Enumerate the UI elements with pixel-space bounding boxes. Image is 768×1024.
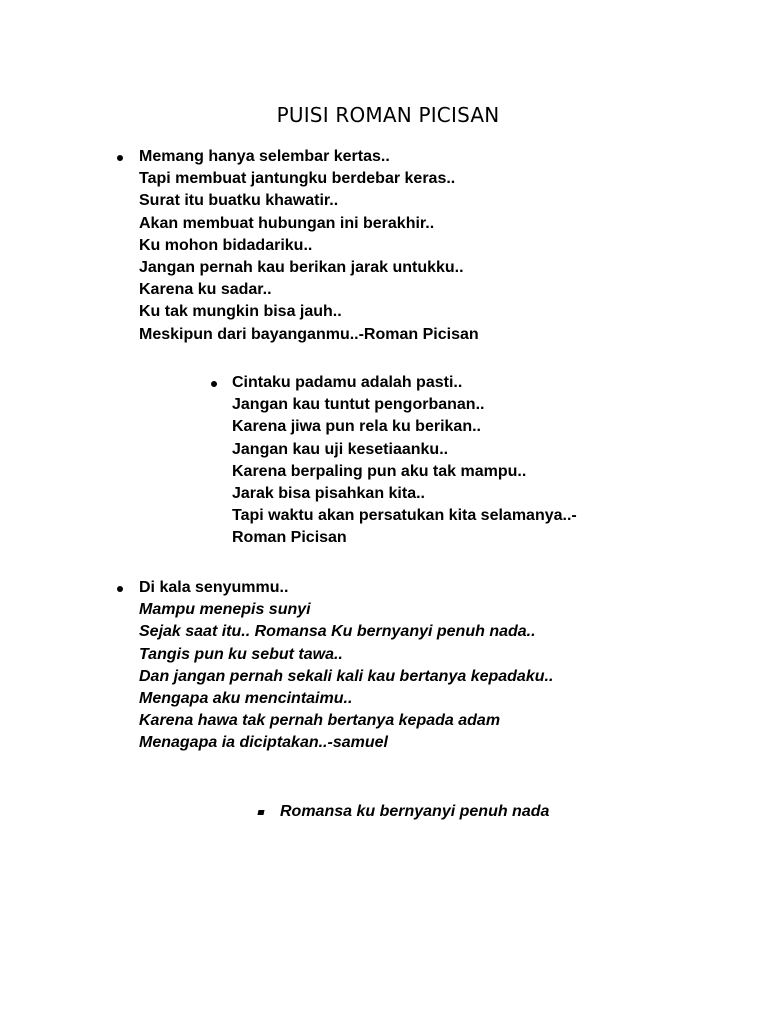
page-title: PUISI ROMAN PICISAN	[276, 103, 500, 127]
bullet-icon	[117, 586, 123, 592]
poem-line: Roman Picisan	[232, 529, 347, 547]
poem-line: Tapi membuat jantungku berdebar keras..	[139, 170, 456, 188]
stanza-2	[232, 372, 577, 550]
poem-line: Jangan kau uji kesetiaanku..	[232, 440, 449, 458]
poem-line: Jangan kau tuntut pengorbanan..	[232, 396, 485, 414]
poem-line: Mengapa aku mencintaimu..	[139, 690, 353, 708]
poem-line: Romansa ku bernyanyi penuh nada	[280, 803, 550, 820]
square-bullet-icon	[257, 810, 264, 815]
stanza-1	[139, 146, 479, 346]
poem-line: Tangis pun ku sebut tawa..	[139, 645, 343, 663]
stanza-3	[139, 577, 553, 755]
poem-line: Menagapa ia diciptakan..-samuel	[139, 734, 388, 752]
poem-line: Jangan pernah kau berikan jarak untukku..	[139, 259, 464, 277]
poem-line: Ku tak mungkin bisa jauh..	[139, 303, 342, 321]
poem-line: Sejak saat itu.. Romansa Ku bernyanyi penuh nada..	[139, 623, 536, 641]
poem-line: Karena berpaling pun aku tak mampu..	[232, 462, 527, 480]
poem-line: Ku mohon bidadariku..	[139, 236, 313, 254]
stanza-4	[280, 801, 549, 823]
poem-line: Cintaku padamu adalah pasti..	[232, 374, 463, 391]
bullet-icon	[117, 155, 123, 161]
bullet-icon	[211, 381, 217, 387]
poem-line: Di kala senyummu..	[139, 579, 289, 596]
poem-line: Tapi waktu akan persatukan kita selamanya..-	[232, 507, 577, 525]
poem-line: Karena ku sadar..	[139, 281, 272, 299]
poem-line: Meskipun dari bayanganmu..-Roman Picisan	[139, 325, 479, 343]
poem-line: Dan jangan pernah sekali kali kau bertanya kepadaku..	[139, 667, 554, 685]
poem-line: Surat itu buatku khawatir..	[139, 192, 339, 210]
poem-line: Memang hanya selembar kertas..	[139, 148, 390, 165]
poem-line: Karena hawa tak pernah bertanya kepada adam	[139, 712, 501, 730]
poem-line: Jarak bisa pisahkan kita..	[232, 485, 425, 503]
poem-line: Akan membuat hubungan ini berakhir..	[139, 214, 435, 232]
poem-line: Karena jiwa pun rela ku berikan..	[232, 418, 481, 436]
poem-line: Mampu menepis sunyi	[139, 601, 311, 619]
